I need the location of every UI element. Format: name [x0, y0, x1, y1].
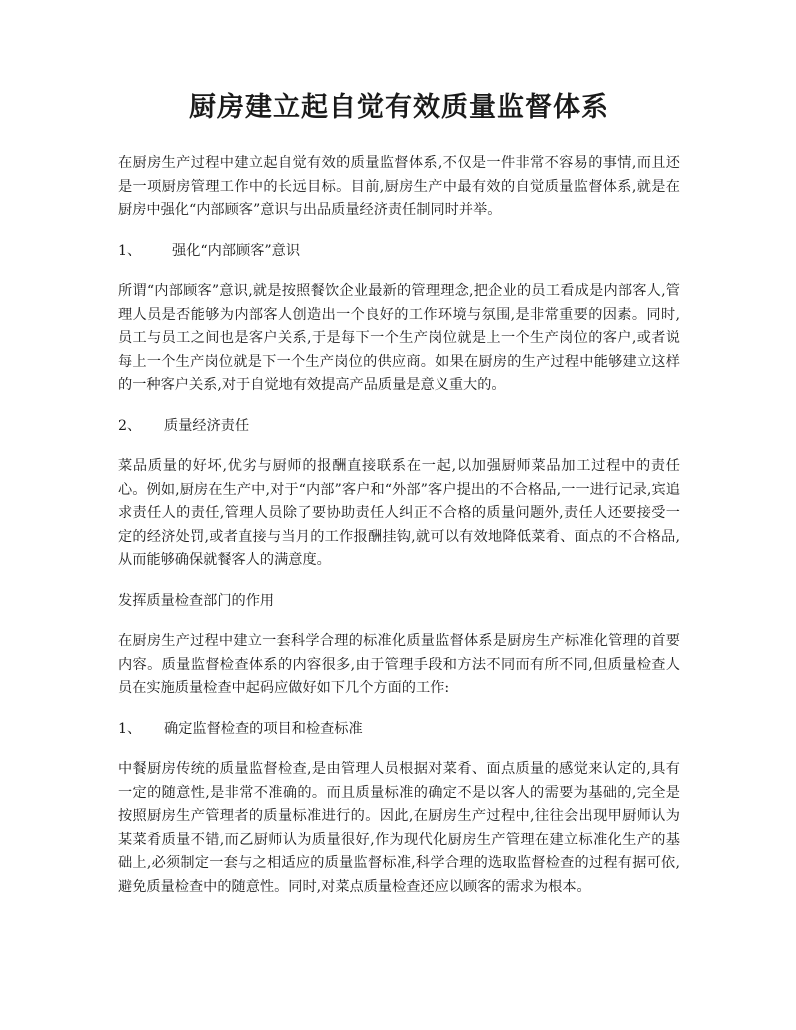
section-number: 1、 — [118, 720, 142, 737]
section-title: 确定监督检查的项目和检查标准 — [164, 720, 363, 737]
section-heading-quality-responsibility — [118, 415, 680, 439]
section-paragraph-inspection-standards: 中餐厨房传统的质量监督检查,是由管理人员根据对菜肴、面点质量的感觉来认定的,具有一定的随意性,是非常不准确的。而且质量标准的确定不是以客人的需要为基础的,完全是按照厨房生产管理者的质量标准进行的。因此,在厨房生产过程中,往往会出现甲厨师认为某菜肴质量不错,而乙厨师认为质量很好,作为现代化厨房生产管理在建立标准化生产的基础上,必须制定一套与之相适应的质量监督标准,科学合理的选取监督检查的过程有据可依,避免质量检查中的随意性。同时,对菜点质量检查还应以顾客的需求为根本。 — [118, 761, 680, 895]
document-title: 厨房建立起自觉有效质量监督体系 — [189, 92, 609, 123]
section-heading-inspection-department — [118, 590, 680, 614]
document-content — [118, 88, 680, 916]
section-title: 发挥质量检查部门的作用 — [118, 592, 275, 609]
section-heading-inspection-standards — [118, 718, 680, 742]
section-paragraph-inner-customer: 所谓“内部顾客”意识,就是按照餐饮企业最新的管理理念,把企业的员工看成是内部客人,管理人员是否能够为内部客人创造出一个良好的工作环境与氛围,是非常重要的因素。同时,员工与员工之间也是客户关系,于是每下一个生产岗位就是上一个生产岗位的客户,或者说每上一个生产岗位就是下一个生产岗位的供应商。如果在厨房的生产过程中能够建立这样的一种客户关系,对于自觉地有效提高产品质量是意义重大的。 — [118, 283, 680, 393]
intro-paragraph: 在厨房生产过程中建立起自觉有效的质量监督体系,不仅是一件非常不容易的事情,而且还是一项厨房管理工作中的长远目标。目前,厨房生产中最有效的自觉质量监督体系,就是在厨房中强化“内部顾客”意识与出品质量经济责任制同时并举。 — [118, 155, 680, 218]
section-heading-inner-customer — [118, 240, 680, 264]
section-paragraph-quality-responsibility: 菜品质量的好坏,优劣与厨师的报酬直接联系在一起,以加强厨师菜品加工过程中的责任心。例如,厨房在生产中,对于“内部”客户和“外部”客户提出的不合格品,一一进行记录,宾追求责任人的责任,管理人员除了要协助责任人纠正不合格的质量问题外,责任人还要接受一定的经济处罚,或者直接与当月的工作报酬挂钩,就可以有效地降低菜肴、面点的不合格品,从而能够确保就餐客人的满意度。 — [118, 458, 680, 568]
section-title: 质量经济责任 — [164, 417, 250, 434]
section-number: 2、 — [118, 417, 142, 434]
section-paragraph-inspection-department: 在厨房生产过程中建立一套科学合理的标准化质量监督体系是厨房生产标准化管理的首要内容。质量监督检查体系的内容很多,由于管理手段和方法不同而有所不同,但质量检查人员在实施质量检查中起码应做好如下几个方面的工作: — [118, 633, 680, 696]
section-title: 强化“内部顾客”意识 — [172, 242, 301, 259]
section-number: 1、 — [118, 242, 142, 259]
